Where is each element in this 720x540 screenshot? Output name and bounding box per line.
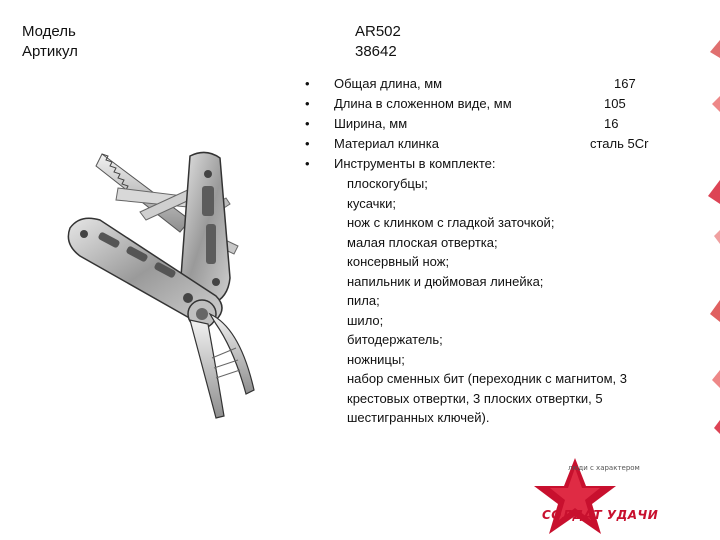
bullet: •: [305, 156, 310, 171]
spec-name: Общая длина, мм: [334, 76, 443, 91]
bullet: •: [305, 136, 310, 151]
tool-item: нож с клинком с гладкой заточкой;: [347, 215, 555, 230]
tool-item: плоскогубцы;: [347, 176, 428, 191]
tools-list: [347, 174, 677, 428]
spec-item: [300, 74, 700, 94]
logo-tagline: люди с характером: [568, 464, 640, 472]
article-label: Артикул: [22, 43, 78, 60]
tool-item: напильник и дюймовая линейка;: [347, 273, 544, 289]
spec-value: 167: [614, 76, 636, 91]
tool-item: малая плоская отвертка;: [347, 234, 498, 250]
logo-brand-name: СОЛДАТ УДАЧИ: [542, 508, 659, 522]
tool-item: пила;: [347, 293, 380, 308]
brand-logo: [530, 456, 720, 540]
tool-item: шило;: [347, 312, 384, 328]
tool-item: ножницы;: [347, 351, 405, 367]
spec-name: Инструменты в комплекте:: [334, 156, 496, 171]
tool-item: кусачки;: [347, 195, 396, 211]
spec-value: 105: [604, 96, 626, 111]
tool-item: консервный нож;: [347, 254, 450, 269]
spec-value: 16: [604, 116, 619, 131]
bullet: •: [305, 96, 310, 111]
multitool-image: [40, 128, 290, 443]
tool-item: битодержатель;: [347, 332, 443, 347]
tool-item: набор сменных бит (переходник с магнитом, 3 крестовых отвертки, 3 плоских отвертки, 5 шестигранных ключей).: [347, 371, 627, 425]
spec-name: Ширина, мм: [334, 116, 408, 131]
spec-list: [300, 74, 700, 174]
spec-value: сталь 5Cr: [590, 136, 649, 151]
bullet: •: [305, 116, 310, 131]
spec-item: [300, 134, 700, 154]
spec-name: Длина в сложенном виде, мм: [334, 96, 512, 111]
spec-name: Материал клинка: [334, 136, 439, 151]
article-value: 38642: [355, 43, 397, 60]
spec-item: [300, 154, 700, 174]
spec-item: [300, 114, 700, 134]
spec-item: [300, 94, 700, 114]
bullet: •: [305, 76, 310, 91]
model-value: AR502: [355, 23, 401, 40]
model-label: Модель: [22, 23, 76, 40]
